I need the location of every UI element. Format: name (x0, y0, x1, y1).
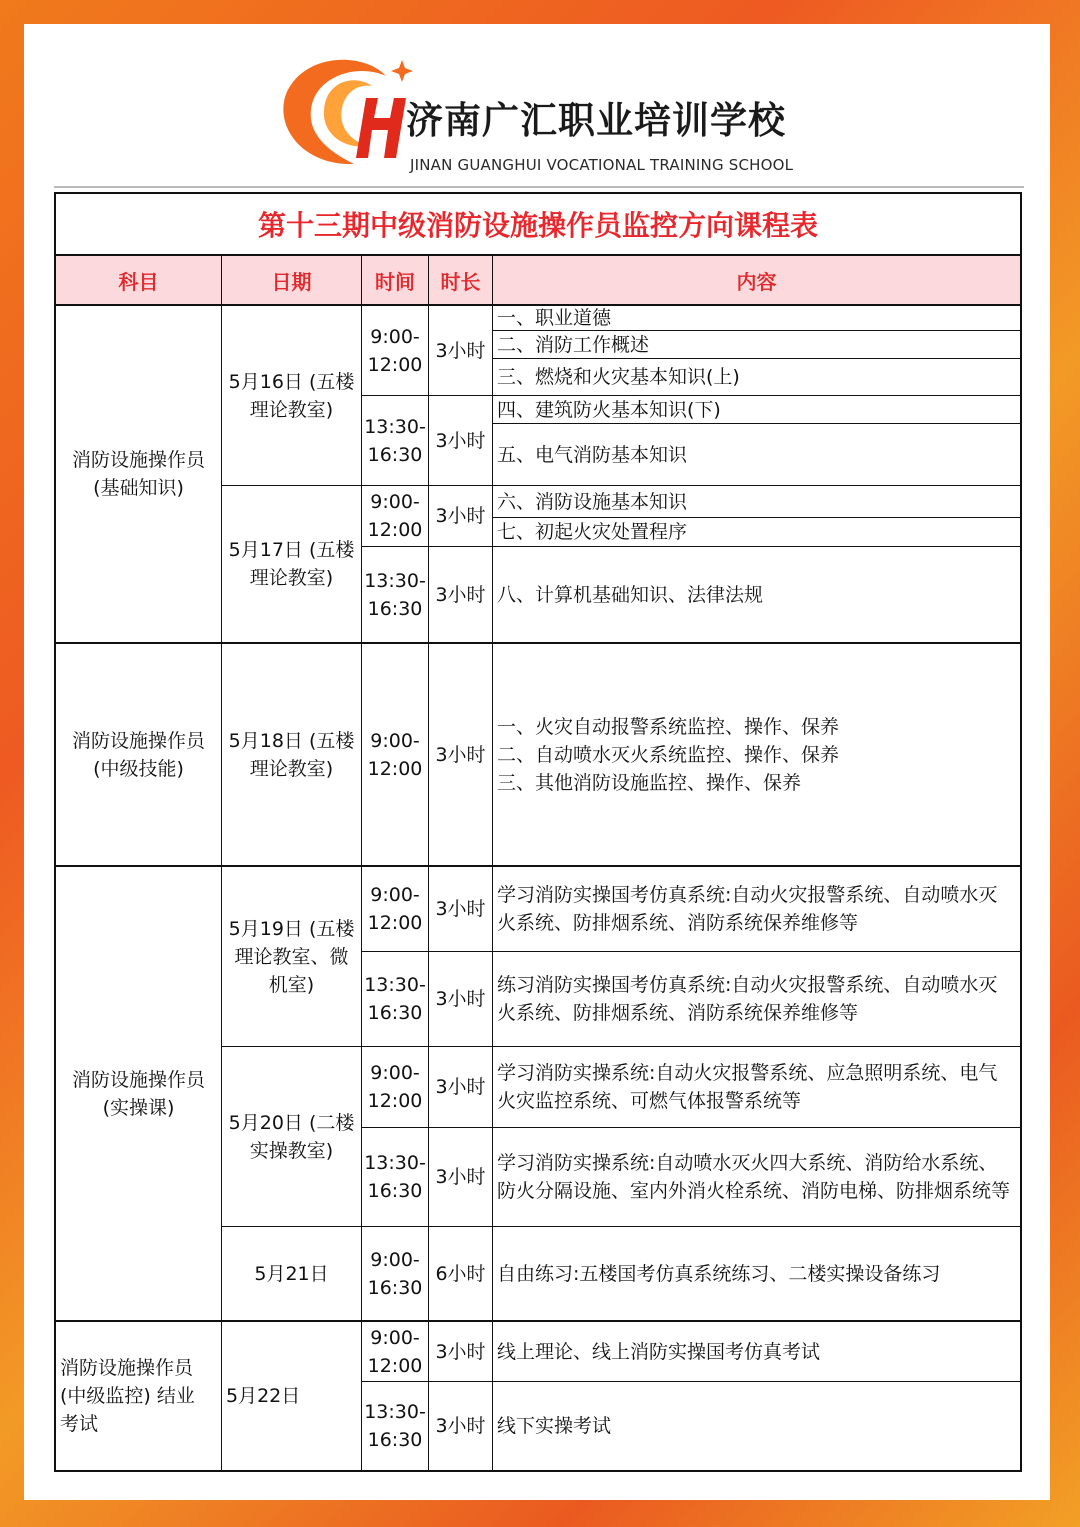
date-may17 (222, 486, 362, 644)
content-line: 练习消防实操国考仿真系统:自动火灾报警系统、自动喷水灭 (497, 974, 998, 996)
subject-intermediate-line2: (中级技能) (93, 757, 184, 780)
date-may16-line2: 理论教室) (249, 398, 334, 421)
time-start: 9:00- (370, 1248, 420, 1271)
content-item-7: 七、初起火灾处置程序 (493, 518, 1020, 547)
subject-intermediate-line1: 消防设施操作员 (71, 729, 205, 752)
subject-exam-line2: (中级监控) 结业 (60, 1385, 195, 1407)
duration-21-full: 6小时 (429, 1227, 493, 1322)
content-may20-am (493, 1047, 1020, 1128)
time-end: 16:30 (367, 1002, 423, 1024)
content-item-8: 八、计算机基础知识、法律法规 (493, 547, 1020, 644)
duration-22-am: 3小时 (429, 1322, 493, 1382)
header-duration: 时长 (429, 256, 493, 306)
gh-logo-icon (274, 46, 414, 176)
subject-practical-line1: 消防设施操作员 (71, 1068, 205, 1091)
duration-19-pm: 3小时 (429, 952, 493, 1047)
date-may18-line2: 理论教室) (249, 757, 334, 780)
time-end: 16:30 (367, 1429, 423, 1451)
school-logo (274, 46, 834, 186)
duration-16-pm: 3小时 (429, 396, 493, 486)
content-item-1: 一、职业道德 (493, 306, 1020, 331)
time-19-am (362, 867, 429, 952)
content-item-5: 五、电气消防基本知识 (493, 424, 1020, 486)
content-line: 火系统、防排烟系统、消防系统保养维修等 (497, 1002, 859, 1024)
date-may17-line2: 理论教室) (249, 567, 334, 589)
time-end: 12:00 (367, 757, 423, 780)
paper-sheet (24, 24, 1050, 1500)
subject-basic-line2: (基础知识) (93, 477, 184, 499)
date-may16-line1: 5月16日 (五楼 (228, 370, 355, 393)
time-end: 12:00 (367, 519, 423, 541)
time-start: 13:30- (364, 415, 426, 438)
time-22-am (362, 1322, 429, 1382)
duration-16-am: 3小时 (429, 306, 493, 396)
content-intermediate-line3: 三、其他消防设施监控、操作、保养 (497, 771, 802, 794)
time-21-full (362, 1227, 429, 1322)
header-content: 内容 (493, 256, 1020, 306)
content-item-4: 四、建筑防火基本知识(下) (493, 396, 1020, 424)
content-line: 学习消防实操系统:自动喷水灭火四大系统、消防给水系统、 (497, 1152, 998, 1174)
subject-exam (56, 1322, 222, 1470)
date-may20-line1: 5月20日 (二楼 (228, 1111, 355, 1134)
time-16-am (362, 306, 429, 396)
schedule-table (54, 192, 1022, 1472)
time-end: 16:30 (367, 597, 423, 620)
time-start: 9:00- (370, 491, 420, 513)
content-item-6: 六、消防设施基本知识 (493, 486, 1020, 518)
time-end: 16:30 (367, 1276, 423, 1299)
content-intermediate-line1: 一、火灾自动报警系统监控、操作、保养 (497, 715, 840, 738)
time-end: 12:00 (367, 1354, 423, 1377)
content-item-2: 二、消防工作概述 (493, 331, 1020, 359)
time-start: 9:00- (370, 884, 420, 906)
subject-exam-line3: 考试 (60, 1413, 99, 1435)
content-may22-pm: 线下实操考试 (497, 1415, 612, 1437)
time-19-pm (362, 952, 429, 1047)
header-date: 日期 (222, 256, 362, 306)
header-subject: 科目 (56, 256, 222, 306)
content-item-3: 三、燃烧和火灾基本知识(上) (493, 359, 1020, 396)
content-line: 学习消防实操系统:自动火灾报警系统、应急照明系统、电气 (497, 1062, 998, 1084)
duration-18-am: 3小时 (429, 644, 493, 867)
content-line: 学习消防实操国考仿真系统:自动火灾报警系统、自动喷水灭 (497, 884, 998, 906)
date-may17-line1: 5月17日 (五楼 (228, 539, 355, 561)
school-name-en: JINAN GUANGHUI VOCATIONAL TRAINING SCHOOL (410, 156, 794, 174)
time-start: 13:30- (364, 1152, 426, 1174)
date-may20-line2: 实操教室) (249, 1139, 334, 1162)
time-20-pm (362, 1128, 429, 1227)
header-divider (54, 186, 1024, 188)
date-may19-line1: 5月19日 (五楼 (228, 917, 355, 940)
content-line: 火系统、防排烟系统、消防系统保养维修等 (497, 912, 859, 934)
table-title: 第十三期中级消防设施操作员监控方向课程表 (56, 194, 1020, 256)
date-may22: 5月22日 (222, 1322, 362, 1470)
watermark-text: 公众号 · 济南广汇 (800, 1475, 975, 1501)
subject-intermediate (56, 644, 222, 867)
time-start: 9:00- (370, 325, 420, 348)
time-20-am (362, 1047, 429, 1128)
content-may21: 自由练习:五楼国考仿真系统练习、二楼实操设备练习 (493, 1227, 1020, 1322)
time-start: 13:30- (364, 974, 426, 996)
time-start: 9:00- (370, 729, 420, 752)
header-time: 时间 (362, 256, 429, 306)
date-may19 (222, 867, 362, 1047)
duration-19-am: 3小时 (429, 867, 493, 952)
date-may16 (222, 306, 362, 486)
time-end: 16:30 (367, 443, 423, 466)
content-may19-am (493, 867, 1020, 952)
duration-20-am: 3小时 (429, 1047, 493, 1128)
wechat-icon (752, 1472, 792, 1500)
date-may19-line2: 理论教室、微 (234, 945, 349, 968)
date-may21: 5月21日 (222, 1227, 362, 1322)
content-line: 火灾监控系统、可燃气体报警系统等 (497, 1090, 802, 1112)
time-end: 12:00 (367, 1090, 423, 1112)
subject-practical (56, 867, 222, 1322)
time-22-pm (362, 1382, 429, 1470)
school-name-cn: 济南广汇职业培训学校 (406, 99, 786, 142)
duration-20-pm: 3小时 (429, 1128, 493, 1227)
duration-17-am: 3小时 (429, 486, 493, 547)
time-17-pm (362, 547, 429, 644)
subject-basic (56, 306, 222, 644)
subject-exam-line1: 消防设施操作员 (60, 1357, 194, 1379)
time-end: 16:30 (367, 1180, 423, 1202)
time-start: 13:30- (364, 1401, 426, 1423)
content-line: 防火分隔设施、室内外消火栓系统、消防电梯、防排烟系统等 (497, 1180, 1011, 1202)
time-17-am (362, 486, 429, 547)
content-may20-pm (493, 1128, 1020, 1227)
time-18-am (362, 644, 429, 867)
time-16-pm (362, 396, 429, 486)
content-may22-am: 线上理论、线上消防实操国考仿真考试 (493, 1322, 1020, 1382)
content-may19-pm (493, 952, 1020, 1047)
time-end: 12:00 (367, 353, 423, 376)
content-intermediate-line2: 二、自动喷水灭火系统监控、操作、保养 (497, 743, 840, 766)
content-intermediate (493, 644, 1020, 867)
date-may20 (222, 1047, 362, 1227)
date-may19-line3: 机室) (268, 973, 315, 996)
date-may18-line1: 5月18日 (五楼 (228, 729, 355, 752)
duration-22-pm: 3小时 (429, 1382, 493, 1470)
duration-17-pm: 3小时 (429, 547, 493, 644)
date-may18 (222, 644, 362, 867)
wechat-watermark (752, 1468, 975, 1504)
subject-basic-line1: 消防设施操作员 (71, 449, 205, 471)
subject-practical-line2: (实操课) (102, 1096, 175, 1119)
time-start: 9:00- (370, 1326, 420, 1349)
time-start: 13:30- (364, 569, 426, 592)
time-end: 12:00 (367, 912, 423, 934)
time-start: 9:00- (370, 1062, 420, 1084)
